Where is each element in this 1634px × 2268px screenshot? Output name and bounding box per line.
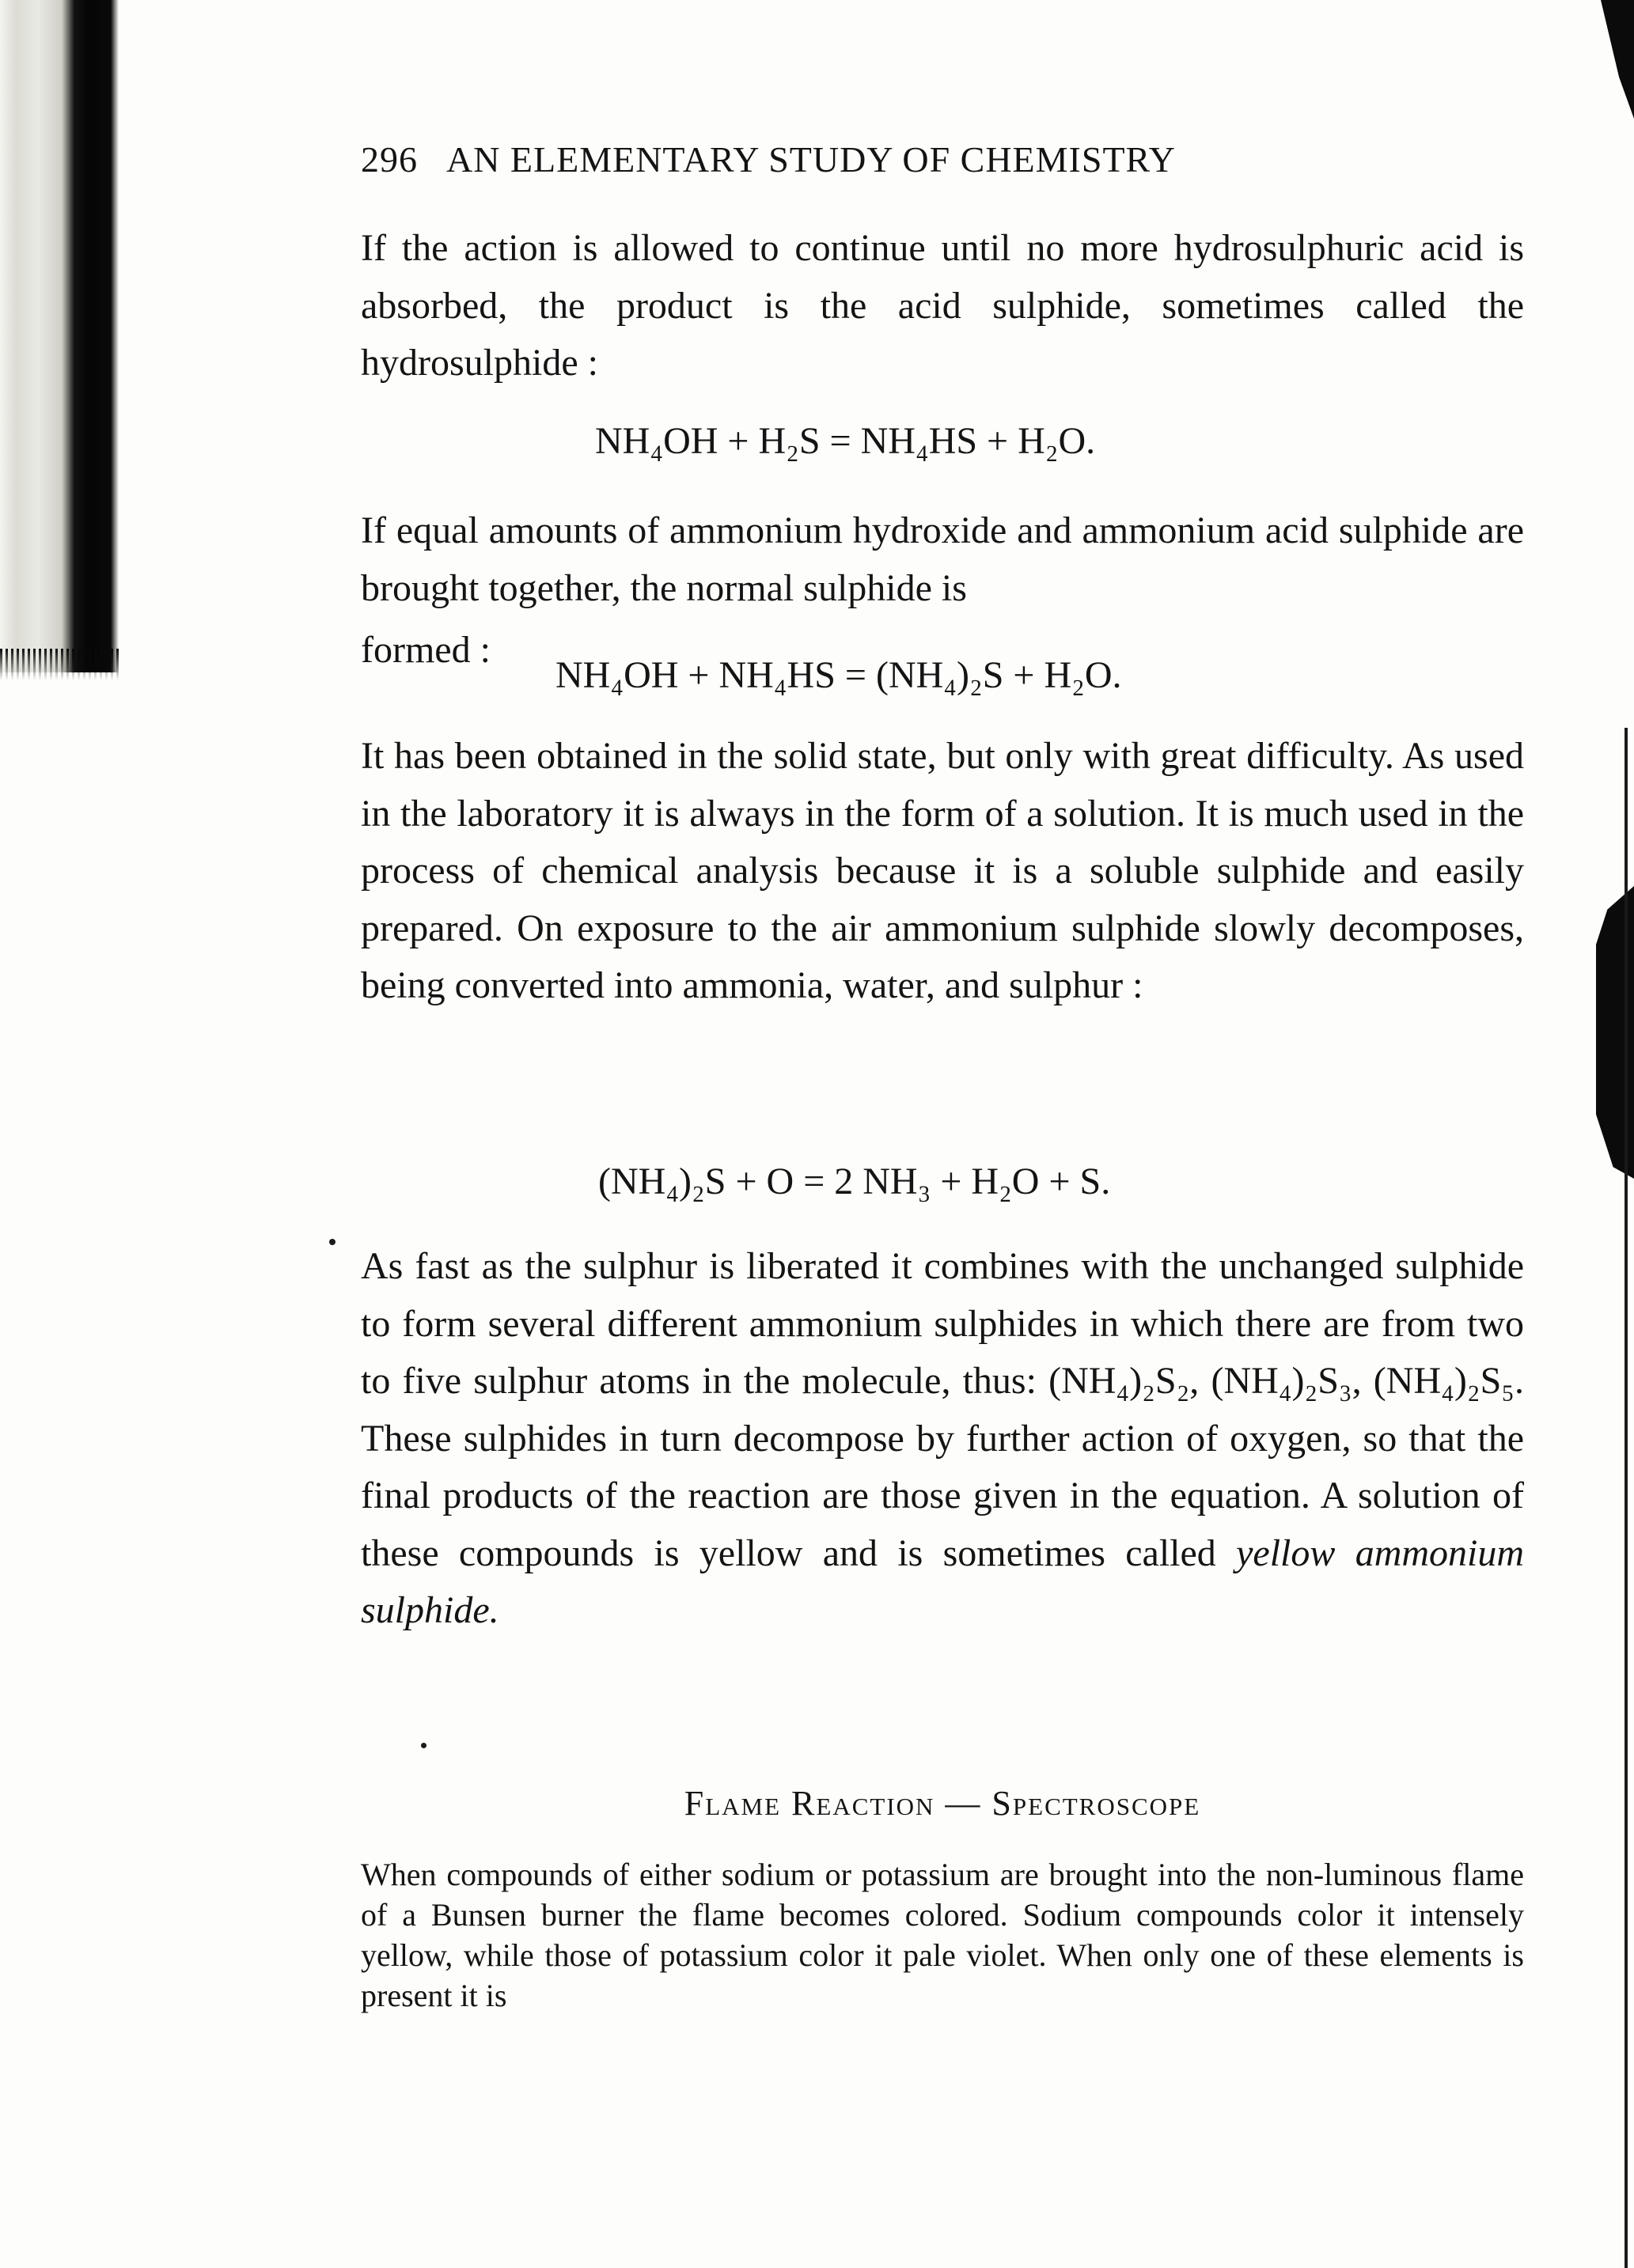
equation-normal-sulphide: NH₄OH + NH₄HS = (NH₄)₂S + H₂O. xyxy=(555,654,1122,696)
page-edge-line xyxy=(1625,728,1628,2268)
paragraph-hydrosulphide: If the action is allowed to continue until no more hydrosulphuric acid is absorbed, the product is the acid sulphide, sometimes called the hydrosulphide : xyxy=(361,227,1524,384)
paragraph-polysulphides-text: As fast as the sulphur is liberated it combines with the unchanged sulphide to form several different ammonium sulphides in which there are from two to five sulphur atoms in the molecule, thus: (NH₄)₂S₂, (NH₄)₂S₃, (NH₄)₂S₅. These sulphides in turn decompose by further action of oxygen, so that the final products of the reaction are those given in the equation. A solution of these compounds is yellow and is sometimes called xyxy=(361,1245,1524,1574)
book-spine-shadow xyxy=(0,0,119,672)
running-header xyxy=(361,136,1524,184)
page-edge-shadow-top xyxy=(1601,0,1634,119)
paragraph-properties: It has been obtained in the solid state, but only with great difficulty. As used in the laboratory it is always in the form of a solution. It is much used in the process of chemical analysis because it is a soluble sulphide and easily prepared. On exposure to the air ammonium sulphide slowly decomposes, being converted into ammonia, water, and sulphur : xyxy=(361,735,1524,1006)
paragraph-normal-sulphide-tail: formed : xyxy=(361,629,491,671)
running-title: AN ELEMENTARY STUDY OF CHEMISTRY xyxy=(445,139,1176,180)
spine-fringe xyxy=(0,649,119,680)
ink-speck xyxy=(421,1743,427,1748)
paragraph-normal-sulphide: If equal amounts of ammonium hydroxide and ammonium acid sulphide are brought together, the normal sulphide is xyxy=(361,509,1524,609)
equation-decomposition: (NH₄)₂S + O = 2 NH₃ + H₂O + S. xyxy=(598,1161,1111,1202)
ink-speck xyxy=(329,1239,336,1245)
section-heading: Flame Reaction — Spectroscope xyxy=(684,1784,1201,1823)
section-paragraph: When compounds of either sodium or potassium are brought into the non-luminous flame of a Bunsen burner the flame becomes colored. Sodium compounds color it intensely yellow, while those of potassium color it pale violet. When only one of these elements is present it is xyxy=(361,1857,1524,2013)
equation-hydrosulphide: NH₄OH + H₂S = NH₄HS + H₂O. xyxy=(595,420,1096,462)
page-edge-shadow-middle xyxy=(1596,886,1634,1179)
paragraph-polysulphides xyxy=(361,1238,1524,1640)
italic-term-yellow-ammonium-sulphide: yellow ammonium sulphide. xyxy=(361,1532,1525,1631)
page-number: 296 xyxy=(361,139,418,180)
